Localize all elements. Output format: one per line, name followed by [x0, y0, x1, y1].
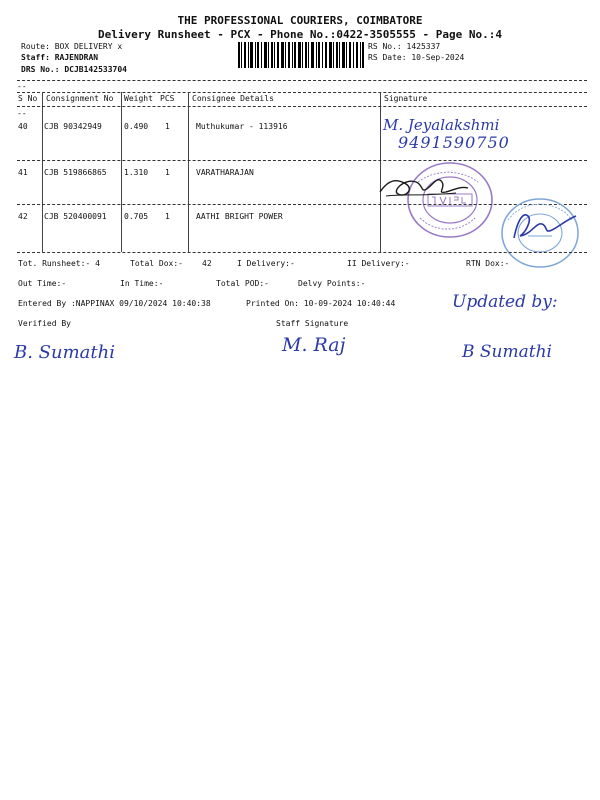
header-top-rule: [17, 92, 587, 93]
col-header-sno: S No: [18, 94, 38, 103]
col-divider: [188, 92, 189, 252]
table-row-pcs: 1: [165, 122, 170, 131]
table-row-pcs: 1: [165, 168, 170, 177]
table-row-consignee: Muthukumar - 113916: [196, 122, 288, 131]
total-runsheet: Tot. Runsheet:- 4: [18, 259, 100, 268]
verified-by-signature: B. Sumathi: [14, 342, 115, 363]
staff-signature-label: Staff Signature: [276, 319, 349, 328]
staff-signature: M. Raj: [282, 334, 346, 356]
table-row-consignment: CJB 520400091: [44, 212, 107, 221]
table-row-sno: 42: [18, 212, 28, 221]
runsheet-subtitle: Delivery Runsheet - PCX - Phone No.:0422-3505555 - Page No.:4: [98, 28, 502, 41]
route-label: Route: BOX DELIVERY x: [21, 42, 123, 51]
table-row-consignee: AATHI BRIGHT POWER: [196, 212, 283, 221]
table-row-weight: 0.705: [124, 212, 149, 221]
verified-by-label: Verified By: [18, 319, 71, 328]
barcode: [238, 42, 364, 68]
in-time: In Time:-: [120, 279, 164, 288]
staff-line: [21, 53, 98, 62]
table-row-weight: 0.490: [124, 122, 149, 131]
out-time: Out Time:-: [18, 279, 67, 288]
staff-label: Staff:: [21, 53, 50, 62]
signature-row-40-name: M. Jeyalakshmi: [383, 116, 500, 134]
col-header-consignment: Consignment No: [46, 94, 114, 103]
table-row-sno: 41: [18, 168, 28, 177]
row-rule: [17, 160, 587, 161]
updated-by-signature: B Sumathi: [462, 342, 552, 362]
table-row-consignment: CJB 90342949: [44, 122, 102, 131]
table-row-consignee: VARATHARAJAN: [196, 168, 254, 177]
printed-on: Printed On: 10-09-2024 10:40:44: [246, 299, 396, 308]
table-row-consignment: CJB 519866865: [44, 168, 107, 177]
col-header-signature: Signature: [384, 94, 428, 103]
updated-by-handwritten: Updated by:: [452, 292, 558, 312]
recipient-signature-row-41: [376, 170, 472, 206]
header-bottom-rule: [17, 106, 587, 107]
ii-delivery: II Delivery:-: [347, 259, 410, 268]
rs-number: RS No.: 1425337: [368, 42, 441, 51]
total-dox-label: Total Dox:-: [130, 259, 183, 268]
rule-mark: --: [17, 82, 27, 91]
col-divider: [121, 92, 122, 252]
entered-by: Entered By :NAPPINAX 09/10/2024 10:40:38: [18, 299, 211, 308]
rs-date: RS Date: 10-Sep-2024: [368, 53, 465, 62]
col-header-consignee: Consignee Details: [192, 94, 274, 103]
table-row-pcs: 1: [165, 212, 170, 221]
rule-mark: --: [17, 109, 27, 118]
table-row-weight: 1.310: [124, 168, 149, 177]
signature-row-40-phone: 9491590750: [398, 133, 510, 152]
table-row-sno: 40: [18, 122, 28, 131]
company-title: THE PROFESSIONAL COURIERS, COIMBATORE: [177, 14, 423, 27]
recipient-signature-row-42: [510, 208, 582, 244]
table-top-rule: [17, 80, 587, 81]
col-header-pcs: PCS: [160, 94, 175, 103]
total-pod: Total POD:-: [216, 279, 269, 288]
col-divider: [42, 92, 43, 252]
drs-number: DRS No.: DCJB142533704: [21, 65, 127, 74]
total-dox-value: 42: [202, 259, 212, 268]
col-header-weight: Weight: [124, 94, 153, 103]
i-delivery: I Delivery:-: [237, 259, 295, 268]
rtn-dox: RTN Dox:-: [466, 259, 510, 268]
delivery-points: Delvy Points:-: [298, 279, 366, 288]
table-bottom-rule: [17, 252, 587, 253]
staff-name: RAJENDRAN: [54, 53, 99, 62]
